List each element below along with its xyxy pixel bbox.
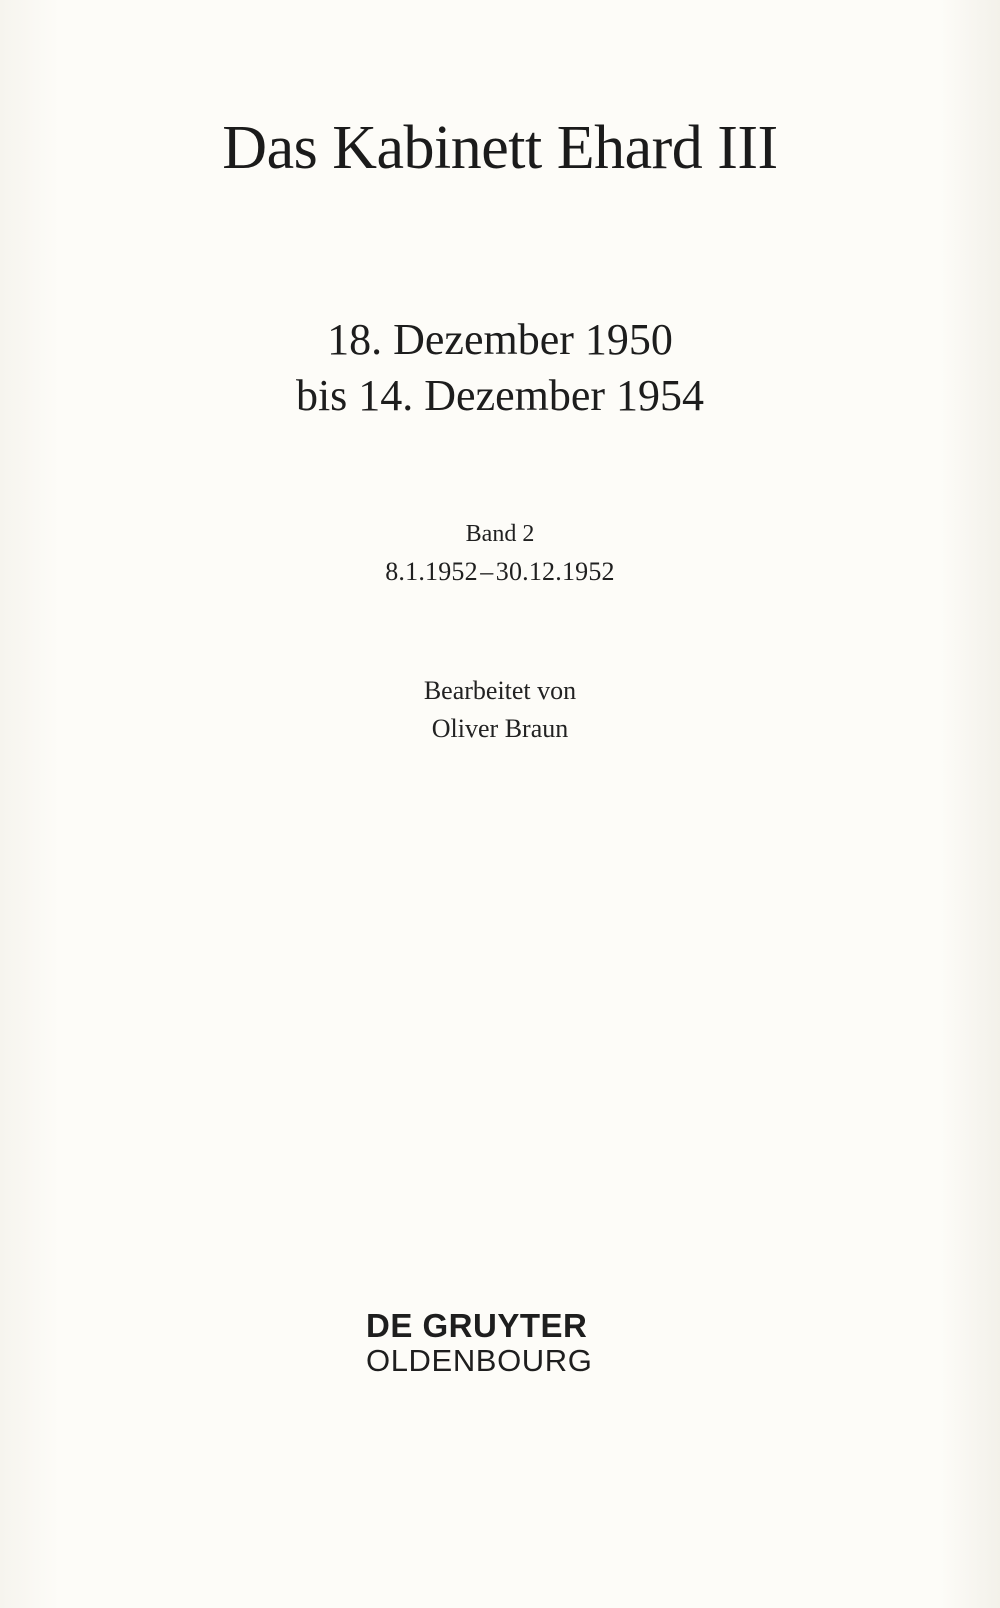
volume-label: Band 2 [465, 521, 535, 547]
editor-name: Oliver Braun [431, 714, 569, 743]
date-range [0, 312, 1000, 424]
publisher-secondary: OLDENBOURG [366, 1343, 593, 1378]
publisher-logo [366, 1308, 636, 1378]
volume-range: 8.1.1952 – 30.12.1952 [385, 557, 615, 586]
editor-intro: Bearbeitet von [423, 676, 577, 705]
book-title: Das Kabinett Ehard III [222, 114, 778, 182]
date-line-start: 18. Dezember 1950 [327, 315, 673, 364]
publisher-primary: DE GRUYTER [366, 1307, 588, 1344]
date-line-end: bis 14. Dezember 1954 [295, 371, 705, 420]
